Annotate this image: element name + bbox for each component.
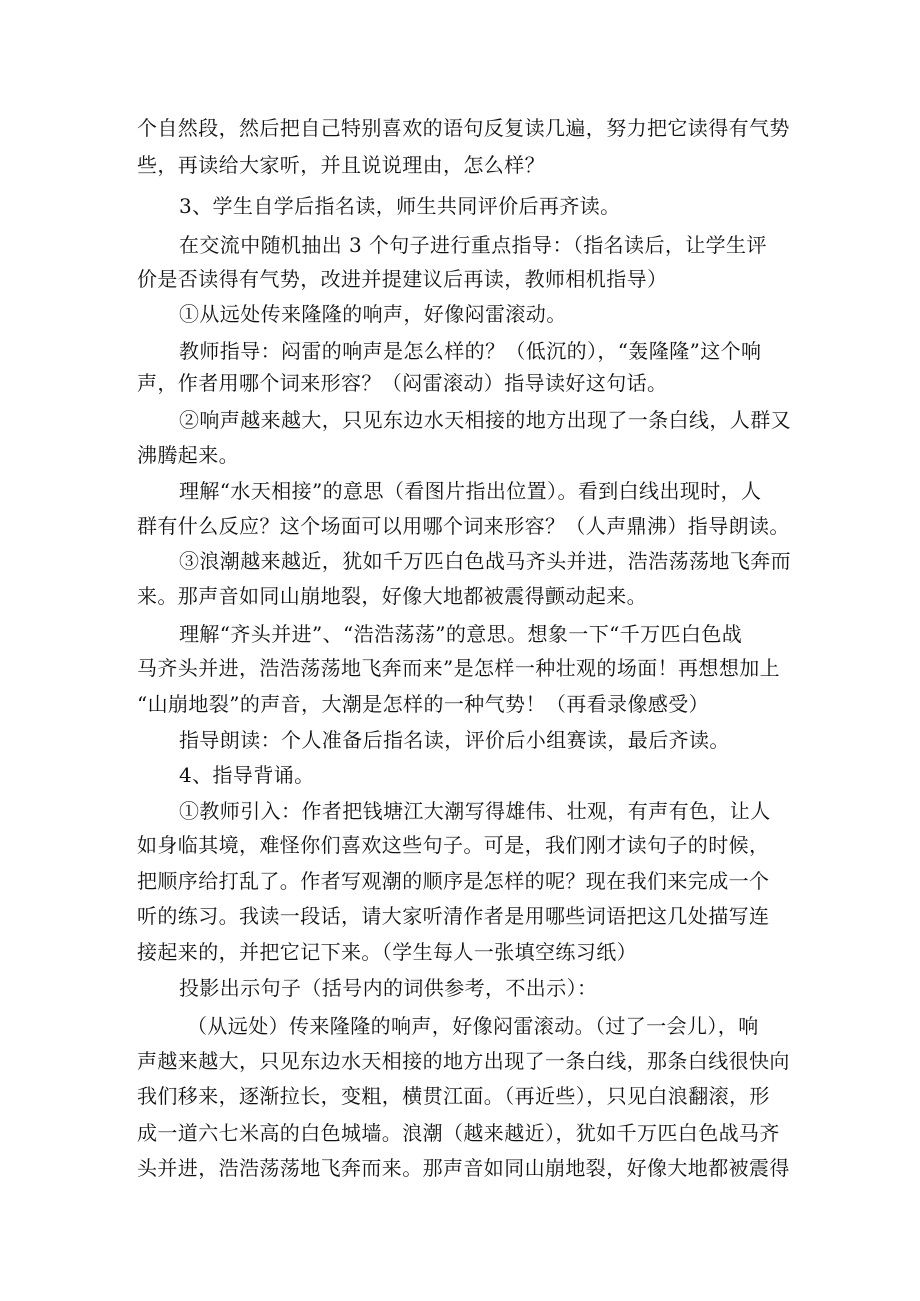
text-line: 价是否读得有气势，改进并提建议后再读，教师相机指导）: [137, 267, 668, 291]
text-line: “山崩地裂”的声音，大潮是怎样的一种气势！（再看录像感受）: [137, 692, 710, 716]
text-line: 些，再读给大家听，并且说说理由，怎么样？: [137, 153, 545, 177]
text-line: 接起来的，并把它记下来。（学生每人一张填空练习纸）: [137, 940, 637, 964]
text-line: 投影出示句子（括号内的词供参考，不出示）：: [179, 976, 598, 1000]
text-line: ②响声越来越大，只见东边水天相接的地方出现了一条白线，人群又: [179, 408, 791, 432]
text-line: 理解“水天相接”的意思（看图片指出位置）。看到白线出现时，人: [179, 479, 762, 503]
text-line: 我们移来，逐渐拉长，变粗，横贯江面。（再近些），只见白浪翻滚，形: [137, 1084, 770, 1108]
text-line: 声越来越大，只见东边水天相接的地方出现了一条白线，那条白线很快向: [137, 1049, 790, 1073]
text-line: ①从远处传来隆隆的响声，好像闷雷滚动。: [179, 302, 567, 326]
text-line: 群有什么反应？这个场面可以用哪个词来形容？（人声鼎沸）指导朗读。: [137, 514, 790, 538]
text-line: 理解“齐头并进”、“浩浩荡荡”的意思。想象一下“千万匹白色战: [179, 622, 743, 646]
text-line: 成一道六七米高的白色城墙。浪潮（越来越近），犹如千万匹白色战马齐: [137, 1121, 780, 1145]
text-line: ③浪潮越来越近，犹如千万匹白色战马齐头并进，浩浩荡荡地飞奔而: [179, 549, 791, 573]
text-line: 指导朗读：个人准备后指名读，评价后小组赛读，最后齐读。: [179, 728, 730, 752]
text-line: 听的练习。我读一段话，请大家听清作者是用哪些词语把这几处描写连: [137, 904, 770, 928]
text-line: 4、指导背诵。: [179, 763, 315, 787]
text-line: （从远处）传来隆隆的响声，好像闷雷滚动。（过了一会儿），响: [187, 1014, 759, 1038]
text-line: 马齐头并进，浩浩荡荡地飞奔而来”是怎样一种壮观的场面！再想想加上: [137, 656, 781, 680]
text-line: 来。那声音如同山崩地裂，好像大地都被震得颤动起来。: [137, 584, 647, 608]
text-line: 头并进，浩浩荡荡地飞奔而来。那声音如同山崩地裂，好像大地都被震得: [137, 1156, 790, 1180]
text-line: 沸腾起来。: [137, 443, 239, 467]
text-line: 声，作者用哪个词来形容？（闷雷滚动）指导读好这句话。: [137, 371, 668, 395]
text-line: ①教师引入：作者把钱塘江大潮写得雄伟、壮观，有声有色，让人: [179, 799, 771, 823]
text-line: 3、学生自学后指名读，师生共同评价后再齐读。: [179, 194, 621, 218]
text-line: 在交流中随机抽出 3 个句子进行重点指导：（指名读后，让学生评: [179, 233, 767, 257]
text-line: 把顺序给打乱了。作者写观潮的顺序是怎样的呢？现在我们来完成一个: [137, 869, 770, 893]
text-line: 个自然段，然后把自己特别喜欢的语句反复读几遍，努力把它读得有气势: [137, 116, 790, 140]
text-line: 如身临其境，难怪你们喜欢这些句子。可是，我们刚才读句子的时候，: [137, 833, 770, 857]
text-line: 教师指导：闷雷的响声是怎么样的？（低沉的），“轰隆隆”这个响: [179, 339, 762, 363]
